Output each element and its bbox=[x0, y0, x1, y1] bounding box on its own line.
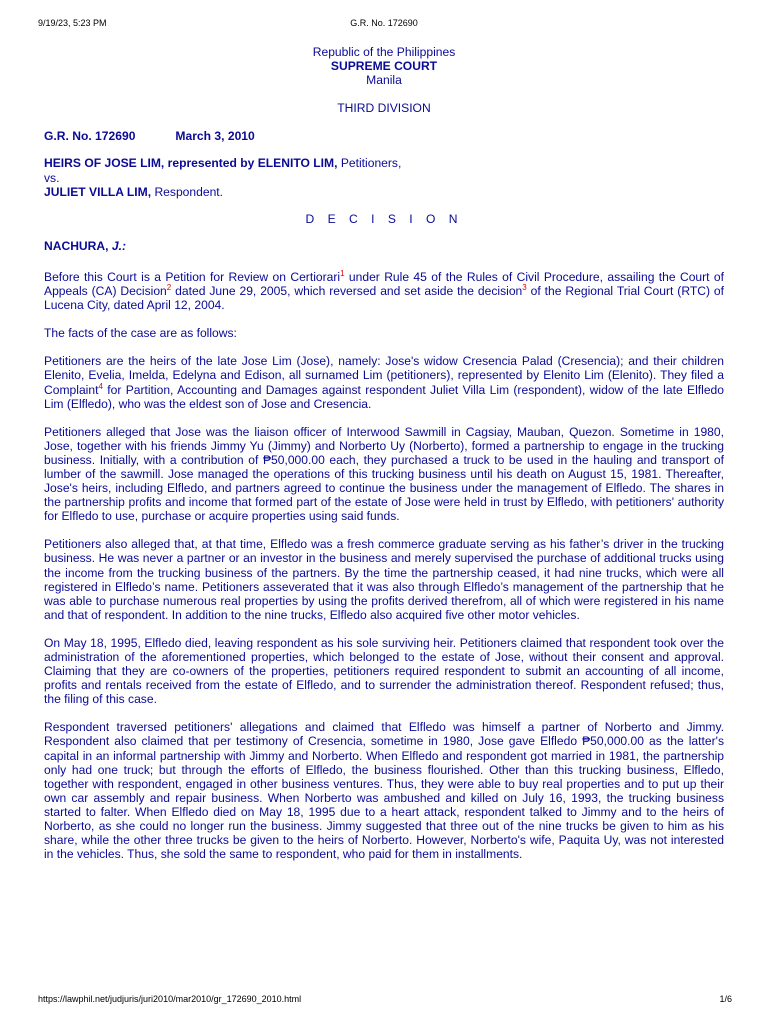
case-parties bbox=[44, 156, 724, 198]
paragraph-1: Before this Court is a Petition for Review on Certiorari$^1$ under Rule 45 of the Rules of Civil Procedure, assailing the Court of Appeals (CA) Decision$^2$ dated June 29, 2005, which reversed and set aside the decision$^3$ of the Regional Trial Court (RTC) of Lucena City, dated April 12, 2004. bbox=[44, 268, 724, 313]
court-city: Manila bbox=[366, 73, 402, 88]
paragraph-5: Petitioners also alleged that, at that time, Elfledo was a fresh commerce graduate serving as his father’s driver in the trucking business. He was never a partner or an investor in the business and merely supervised the purchase of additional trucks using the income from the trucking business of the partners. By the time the partnership ceased, it had nine trucks, which were all registered in Elfledo’s name. Petitioners asseverated that it was also through Elfledo’s management of the partnership that he was able to purchase numerous real properties by using the profits derived therefrom, all of which were registered in his name and that of respondent. In addition to the nine trucks, Elfledo also acquired five other motor vehicles. bbox=[44, 537, 724, 622]
print-datetime: 9/19/23, 5:23 PM bbox=[38, 18, 107, 28]
paragraph-4: Petitioners alleged that Jose was the liaison officer of Interwood Sawmill in Cagsiay, Mauban, Quezon. Sometime in 1980, Jose, together with his friends Jimmy Yu (Jimmy) and Norberto Uy (Norberto), formed a partnership to engage in the trucking business. Initially, with a contribution of ₱50,000.00 each, they purchased a truck to be used in the hauling and transport of lumber of the sawmill. Jose managed the operations of this trucking business until his death on August 15, 1981. Thereafter, Jose's heirs, including Elfledo, and partners agreed to continue the business under the management of Elfledo. The shares in the partnership profits and income that formed part of the estate of Jose were held in trust by Elfledo, with petitioners' authority for Elfledo to use, purchase or acquire properties using said funds. bbox=[44, 424, 724, 524]
ponente-title: J.: bbox=[111, 238, 126, 253]
case-number: G.R. No. 172690 bbox=[44, 129, 136, 144]
case-line bbox=[44, 129, 724, 143]
petitioner-name: HEIRS OF JOSE LIM, represented by ELENITO LIM, bbox=[44, 156, 338, 171]
print-page-number: 1/6 bbox=[719, 994, 732, 1004]
footnote-link-4[interactable]: 4 bbox=[98, 381, 103, 391]
paragraph-2: The facts of the case are as follows: bbox=[44, 326, 237, 341]
respondent-name: JULIET VILLA LIM, bbox=[44, 184, 152, 199]
respondent-role: Respondent. bbox=[154, 184, 224, 199]
court-name: SUPREME COURT bbox=[330, 59, 438, 74]
footnote-link-2[interactable]: 2 bbox=[166, 283, 172, 293]
decision-title: D E C I S I O N bbox=[305, 211, 463, 226]
ponente-name: NACHURA, bbox=[44, 238, 109, 253]
division-name: THIRD DIVISION bbox=[337, 101, 431, 116]
print-url[interactable]: https://lawphil.net/judjuris/juri2010/mar2010/gr_172690_2010.html bbox=[38, 994, 302, 1004]
republic-line: Republic of the Philippines bbox=[312, 45, 456, 59]
case-date: March 3, 2010 bbox=[175, 129, 255, 144]
footnote-link-1[interactable]: 1 bbox=[340, 268, 345, 278]
footnote-link-3[interactable]: 3 bbox=[522, 283, 527, 293]
petitioner-role: Petitioners, bbox=[340, 156, 402, 171]
print-title: G.R. No. 172690 bbox=[350, 18, 418, 28]
paragraph-3: Petitioners are the heirs of the late Jose Lim (Jose), namely: Jose's widow Cresencia Palad (Cresencia); and their children Elenito, Evelia, Imelda, Edelyna and Edison, all surnamed Lim (petitioners), represented by Elenito Lim (Elenito). They filed a Complaint$^4$ for Partition, Accounting and Damages against respondent Juliet Villa Lim (respondent), widow of the late Elfledo Lim (Elfledo), who was the eldest son of Jose and Cresencia. bbox=[44, 354, 724, 411]
court-header bbox=[44, 45, 724, 115]
versus: vs. bbox=[44, 170, 60, 185]
ponente bbox=[44, 239, 724, 253]
paragraph-7: Respondent traversed petitioners' allegations and claimed that Elfledo was himself a partner of Norberto and Jimmy. Respondent also claimed that per testimony of Cresencia, sometime in 1980, Jose gave Elfledo ₱50,000.00 as the latter's capital in an informal partnership with Jimmy and Norberto. When Elfledo and respondent got married in 1981, the partnership only had one truck; but through the efforts of Elfledo, the business flourished. Other than this trucking business, Elfledo, together with respondent, engaged in other business ventures. Thus, they were able to buy real properties and to put up their own car assembly and repair business. When Norberto was ambushed and killed on July 16, 1993, the trucking business started to falter. When Elfledo died on May 18, 1995 due to a heart attack, respondent talked to Jimmy and to the heirs of Norberto, as she could no longer run the business. Jimmy suggested that three out of the nine trucks be given to him as his share, while the other three trucks be given to the heirs of Norberto. However, Norberto's wife, Paquita Uy, was not interested in the vehicles. Thus, she sold the same to respondent, who paid for them in installments. bbox=[44, 720, 724, 862]
decision-document bbox=[44, 45, 724, 861]
paragraph-6: On May 18, 1995, Elfledo died, leaving respondent as his sole surviving heir. Petitioners claimed that respondent took over the administration of the aforementioned properties, which belonged to the estate of Jose, without their consent and approval. Claiming that they are co-owners of the properties, petitioners required respondent to submit an accounting of all income, profits and rentals received from the estate of Elfledo, and to surrender the administration thereof. Respondent refused; thus, the filing of this case. bbox=[44, 635, 724, 707]
